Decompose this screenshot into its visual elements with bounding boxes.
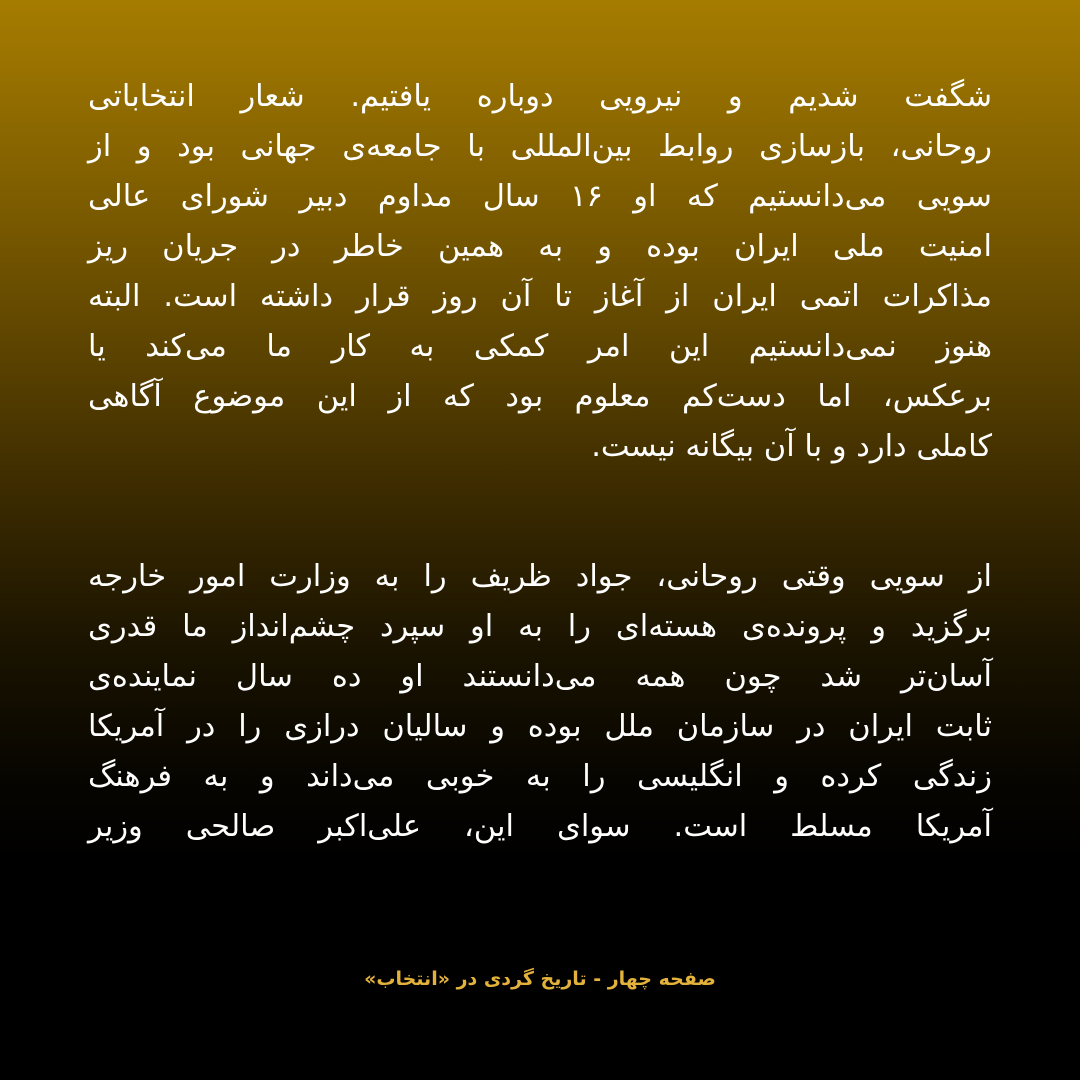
text-line: شگفت شدیم و نیرویی دوباره یافتیم. شعار انتخاباتی <box>88 79 992 114</box>
article-body <box>88 72 992 852</box>
text-line: زندگی کرده و انگلیسی را به خوبی می‌داند و به فرهنگ <box>88 759 992 794</box>
paragraph-spacer <box>88 472 992 552</box>
text-line: برعکس، اما دست‌کم معلوم بود که از این موضوع آگاهی <box>88 379 992 414</box>
text-line: سویی می‌دانستیم که او ۱۶ سال مداوم دبیر شورای عالی <box>88 179 992 214</box>
text-line: آسان‌تر شد چون همه می‌دانستند او ده سال نماینده‌ی <box>88 659 992 694</box>
text-line: کاملی دارد و با آن بیگانه نیست. <box>591 429 992 464</box>
text-line: روحانی، بازسازی روابط بین‌المللی با جامعه‌ی جهانی بود و از <box>88 129 992 164</box>
paragraph-2 <box>88 552 992 852</box>
text-line: امنیت ملی ایران بوده و به همین خاطر در جریان ریز <box>88 229 992 264</box>
text-line: آمریکا مسلط است. سوای این، علی‌اکبر صالحی وزیر <box>88 809 992 844</box>
text-line: برگزید و پرونده‌ی هسته‌ای را به او سپرد چشم‌انداز ما قدری <box>88 609 992 644</box>
page-footer-caption: صفحه چهار - تاریخ گردی در «انتخاب» <box>364 968 716 990</box>
text-line: هنوز نمی‌دانستیم این امر کمکی به کار ما می‌کند یا <box>88 329 992 364</box>
paragraph-1 <box>88 72 992 472</box>
text-line: از سویی وقتی روحانی، جواد ظریف را به وزارت امور خارجه <box>88 559 992 594</box>
text-line: ثابت ایران در سازمان ملل بوده و سالیان درازی را در آمریکا <box>88 709 992 744</box>
text-line: مذاکرات اتمی ایران از آغاز تا آن روز قرار داشته است. البته <box>88 279 992 314</box>
